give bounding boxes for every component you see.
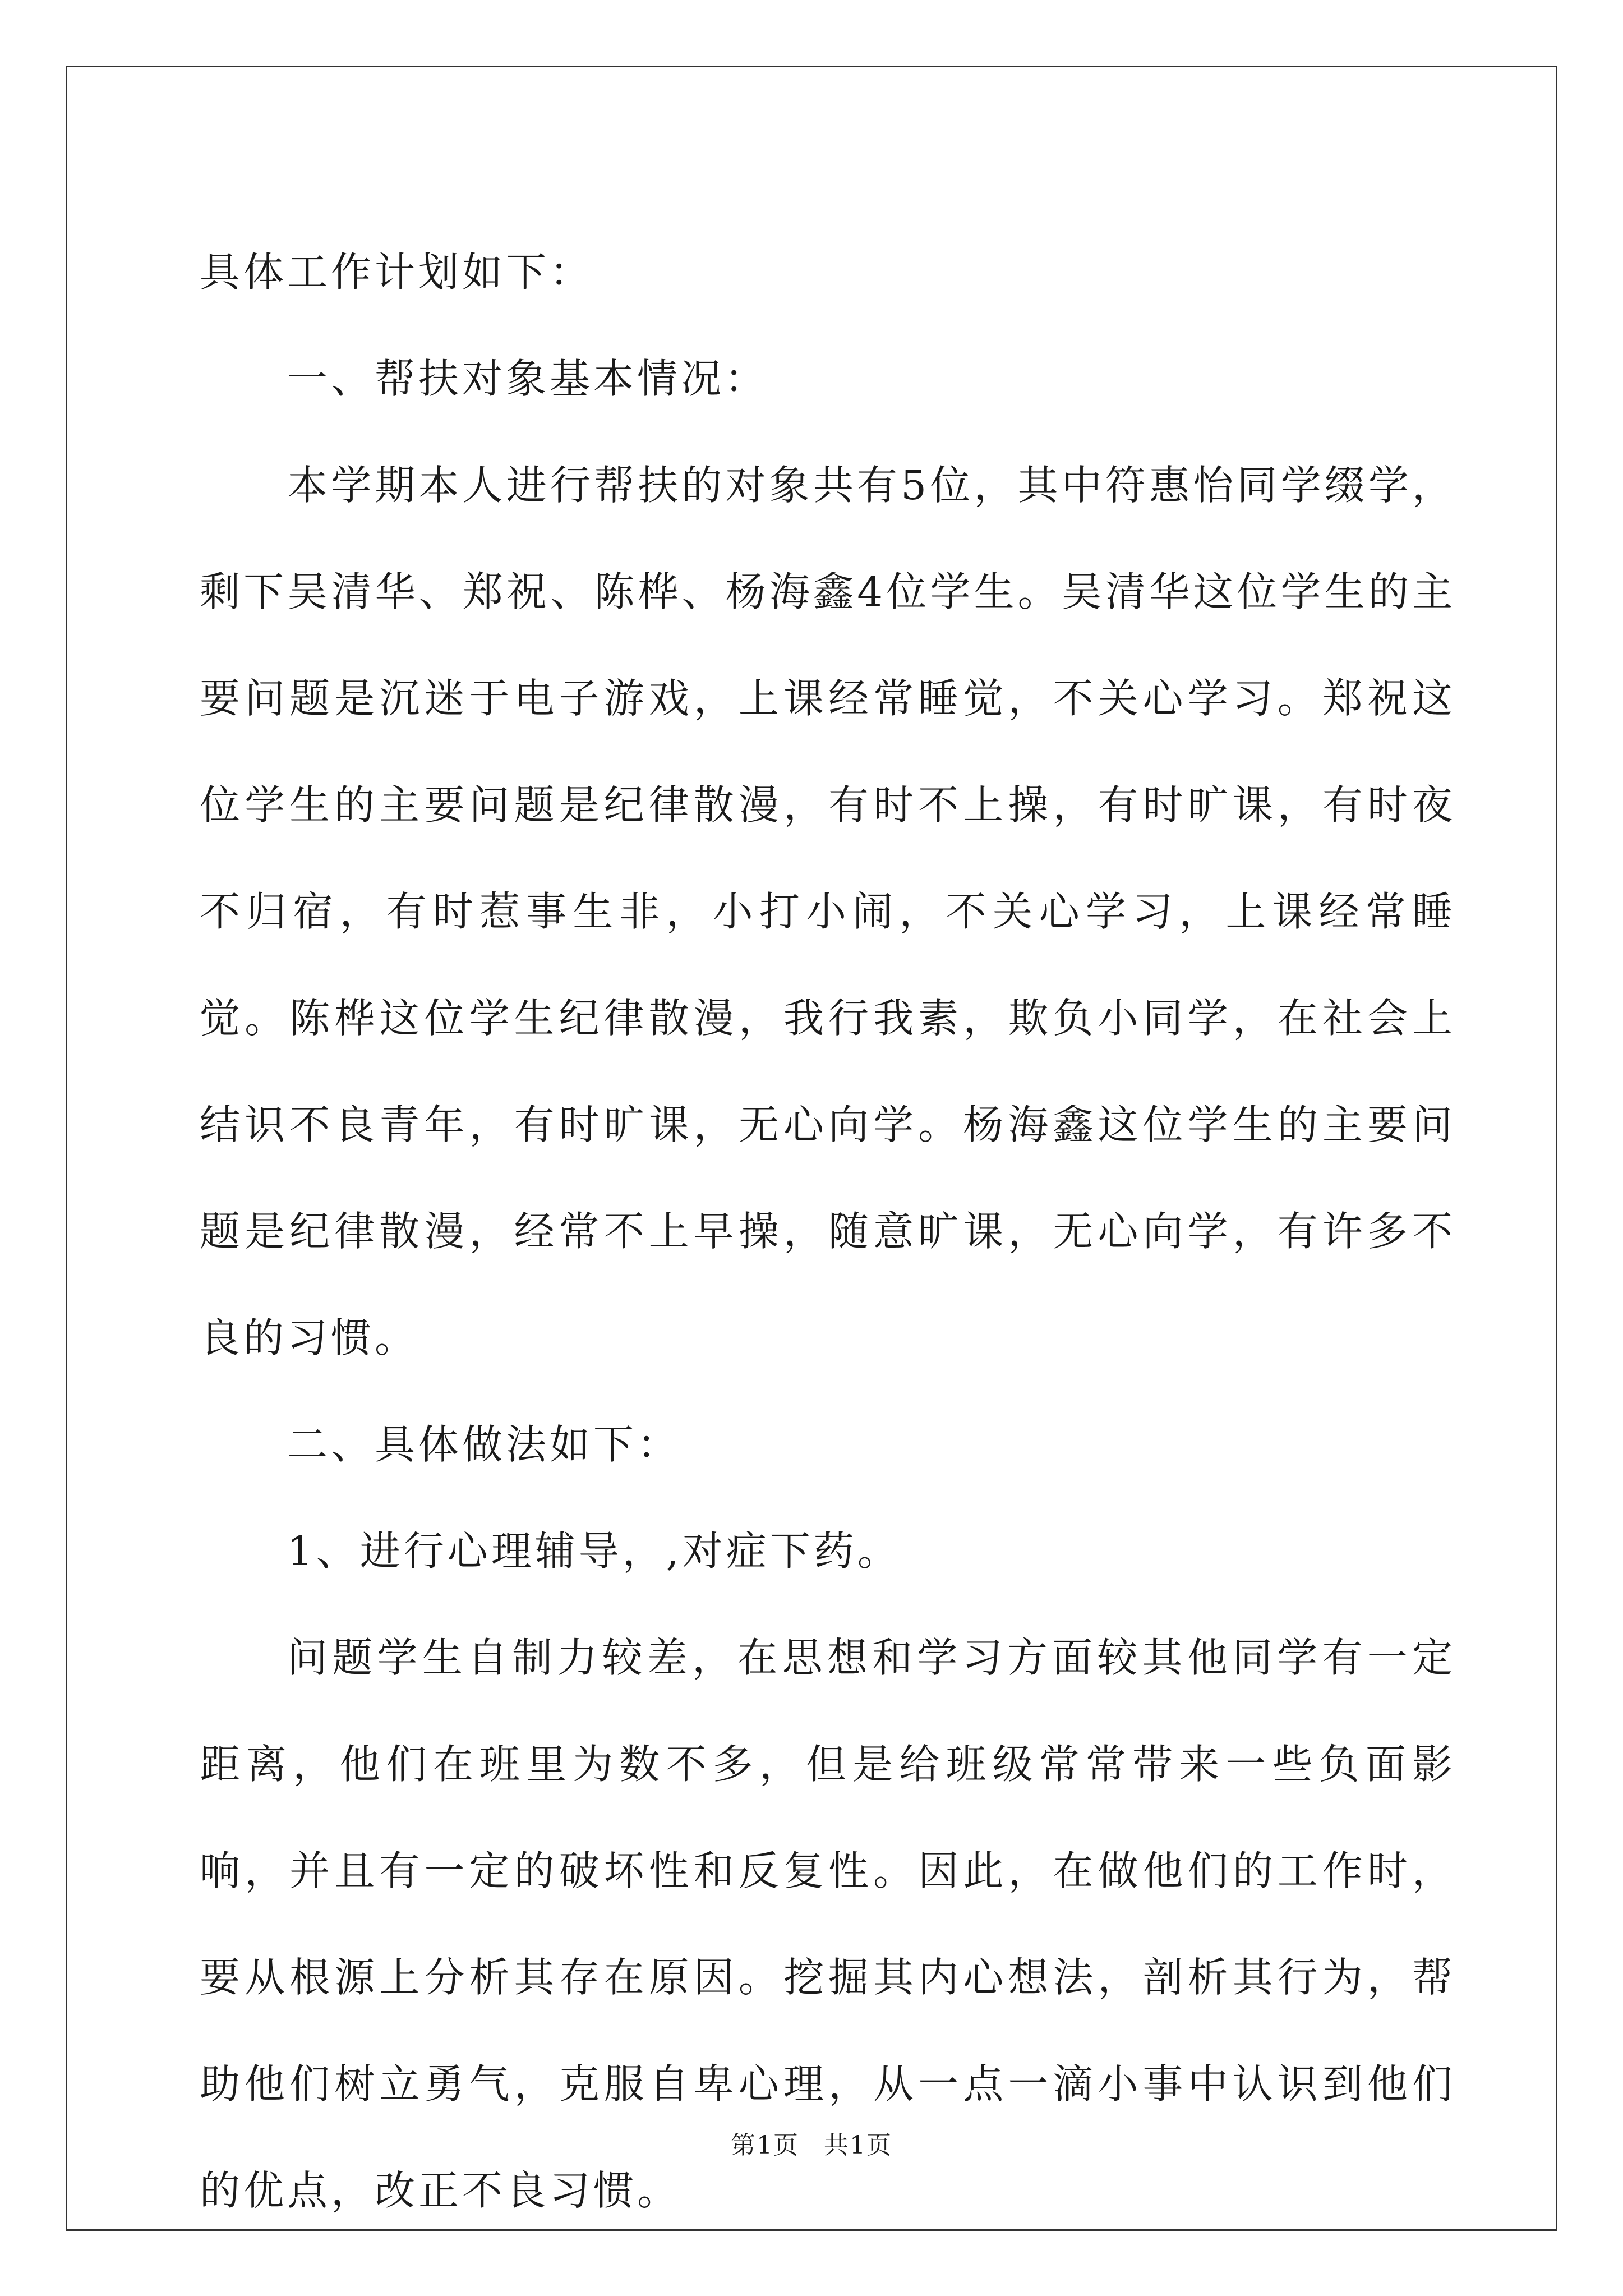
heading-subsection-1: 1、进行心理辅导，,对症下药。	[287, 1527, 901, 1575]
paragraph-students: 本学期本人进行帮扶的对象共有5位，其中符惠怡同学缀学，剩下吴清华、郑祝、陈桦、杨海鑫4位学生。吴清华这位学生的主要问题是沉迷于电子游戏，上课经常睡觉，不关心学习。郑祝这位学生的主要问题是纪律散漫，有时不上操，有时旷课，有时夜不归宿，有时惹事生非，小打小闹，不关心学习，上课经常睡觉。陈桦这位学生纪律散漫，我行我素，欺负小同学，在社会上结识不良青年，有时旷课，无心向学。杨海鑫这位学生的主要问题是纪律散漫，经常不上早操，随意旷课，无心向学，有许多不良的习惯。	[200, 462, 1456, 1361]
heading-section-2: 二、具体做法如下：	[287, 1421, 681, 1468]
page-number: 第1页	[731, 2131, 799, 2160]
page-footer	[0, 2129, 1623, 2162]
document-body	[200, 219, 1456, 2244]
paragraph-intro: 具体工作计划如下：	[200, 249, 594, 296]
page-total: 共1页	[824, 2131, 892, 2160]
paragraph-guidance: 问题学生自制力较差，在思想和学习方面较其他同学有一定距离，他们在班里为数不多，但是给班级常常带来一些负面影响，并且有一定的破坏性和反复性。因此，在做他们的工作时，要从根源上分析其存在原因。挖掘其内心想法，剖析其行为，帮助他们树立勇气，克服自卑心理，从一点一滴小事中认识到他们的优点，改正不良习惯。	[200, 1634, 1456, 2214]
heading-section-1: 一、帮扶对象基本情况：	[287, 355, 769, 402]
